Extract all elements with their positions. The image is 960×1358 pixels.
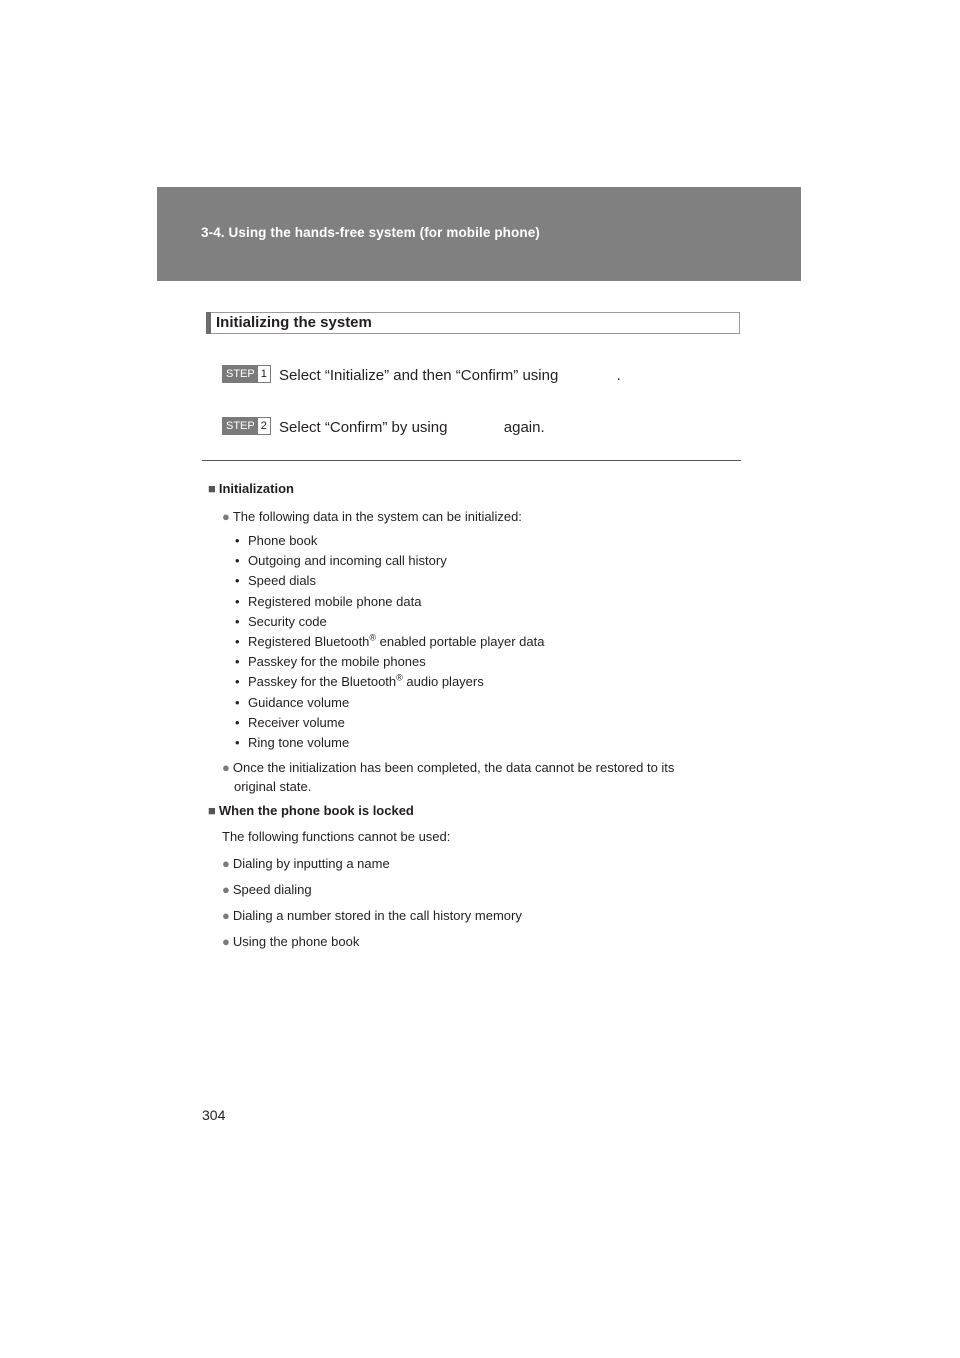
chapter-header: [157, 187, 801, 281]
list-item: • Guidance volume: [235, 694, 350, 710]
circle-bullet-icon: ●: [222, 882, 230, 897]
locked-heading: ■ When the phone book is locked: [208, 803, 414, 818]
list-item: • Security code: [235, 613, 327, 629]
step-1-text: Select “Initialize” and then “Confirm” using: [279, 367, 559, 384]
step-2: [222, 419, 545, 437]
list-item: ● Dialing by inputting a name: [222, 856, 390, 871]
section-divider: [202, 460, 741, 461]
list-item: ● Speed dialing: [222, 882, 312, 897]
list-item: • Registered Bluetooth® enabled portable player data: [235, 632, 545, 649]
section-heading: [206, 312, 740, 334]
initialization-heading: ■ Initialization: [208, 481, 294, 496]
circle-bullet-icon: ●: [222, 908, 230, 923]
step-2-text: Select “Confirm” by using: [279, 419, 448, 436]
list-item: ● Dialing a number stored in the call history memory: [222, 908, 522, 923]
step-2-badge: STEP 2: [222, 417, 271, 435]
list-item: • Passkey for the mobile phones: [235, 654, 426, 670]
step-2-text-end: again.: [503, 419, 545, 436]
list-item: • Speed dials: [235, 573, 316, 589]
circle-bullet-icon: ●: [222, 760, 230, 775]
list-item: • Phone book: [235, 533, 318, 548]
initialization-list: [235, 531, 544, 753]
section-heading-bar: [206, 312, 211, 334]
list-item: • Outgoing and incoming call history: [235, 553, 447, 569]
initialization-intro: ● The following data in the system can be initialized:: [222, 509, 522, 524]
chapter-title: 3-4. Using the hands-free system (for mobile phone): [201, 225, 540, 240]
circle-bullet-icon: ●: [222, 856, 230, 871]
list-item: • Registered mobile phone data: [235, 593, 422, 609]
step-1-badge: STEP 1: [222, 365, 271, 383]
section-title: Initializing the system: [216, 314, 372, 331]
circle-bullet-icon: ●: [222, 509, 230, 524]
square-bullet-icon: ■: [208, 481, 216, 496]
list-item: ● Using the phone book: [222, 934, 360, 949]
locked-intro: The following functions cannot be used:: [222, 829, 451, 844]
step-1: [222, 367, 621, 385]
list-item: • Receiver volume: [235, 714, 345, 730]
circle-bullet-icon: ●: [222, 934, 230, 949]
square-bullet-icon: ■: [208, 803, 216, 818]
page-number: 304: [202, 1107, 226, 1123]
list-item: • Passkey for the Bluetooth® audio players: [235, 672, 484, 690]
initialization-note: ● Once the initialization has been completed, the data cannot be restored to its original state.: [222, 760, 675, 794]
list-item: • Ring tone volume: [235, 734, 350, 750]
step-1-text-end: .: [616, 367, 621, 384]
